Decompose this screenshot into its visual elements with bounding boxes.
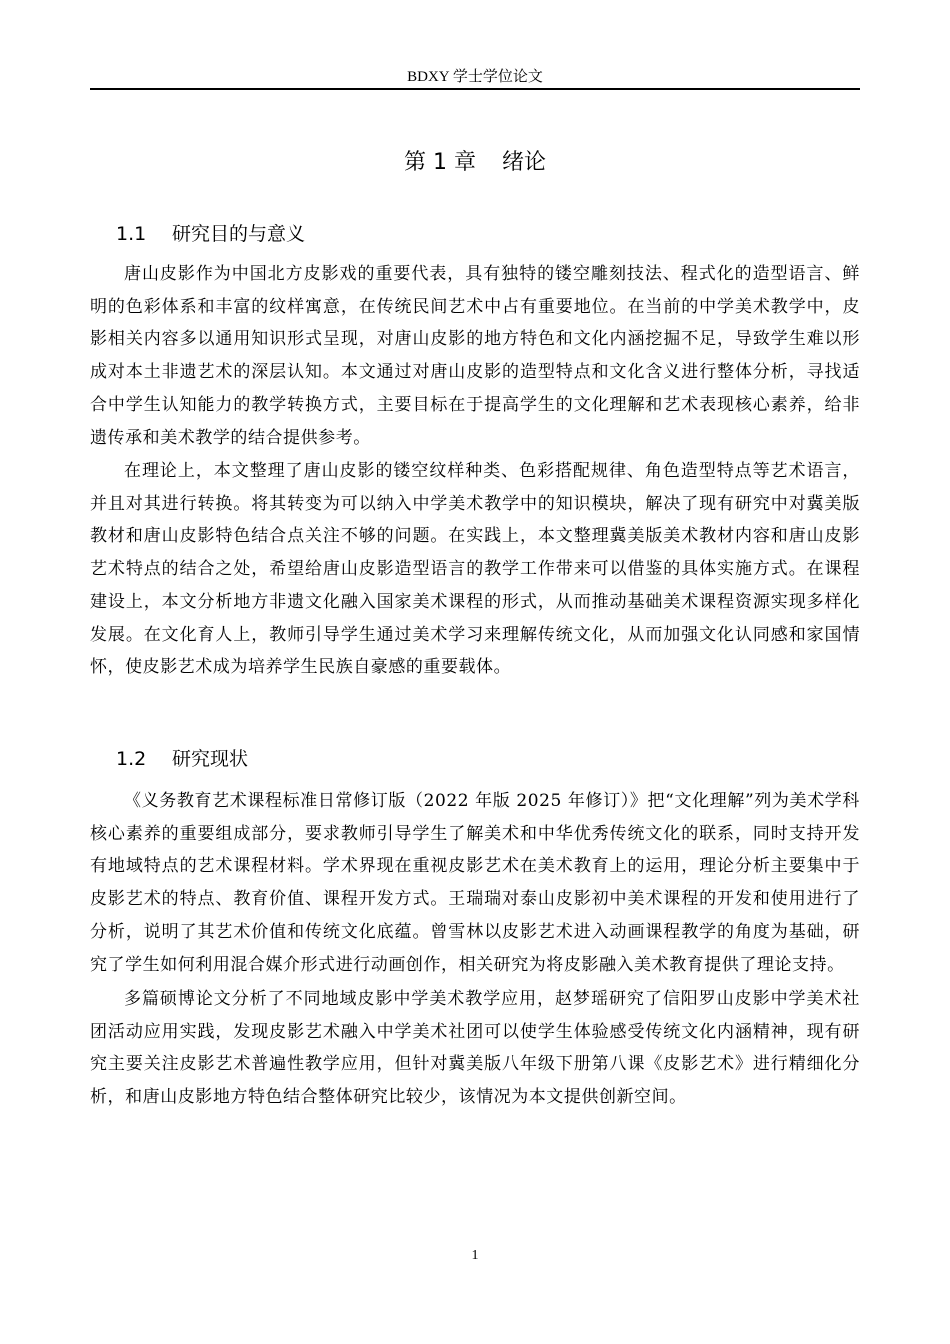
page-number: 1: [471, 1248, 479, 1263]
header-divider: [90, 88, 860, 90]
chapter-name: 绪论: [501, 150, 546, 175]
section-heading-1-1: [116, 219, 305, 249]
body-paragraph: 唐山皮影作为中国北方皮影戏的重要代表，具有独特的镂空雕刻技法、程式化的造型语言、鲜明的色彩体系和丰富的纹样寓意，在传统民间艺术中占有重要地位。在当前的中学美术教学中，皮影相关内容多以通用知识形式呈现，对唐山皮影的地方特色和文化内涵挖掘不足，导致学生难以形成对本土非遗艺术的深层认知。本文通过对唐山皮影的造型特点和文化含义进行整体分析，寻找适合中学生认知能力的教学转换方式，主要目标在于提高学生的文化理解和艺术表现核心素养，给非遗传承和美术教学的结合提供参考。: [90, 264, 860, 448]
body-paragraph: 多篇硕博论文分析了不同地域皮影中学美术教学应用，赵梦瑶研究了信阳罗山皮影中学美术社团活动应用实践，发现皮影艺术融入中学美术社团可以使学生体验感受传统文化内涵精神，现有研究主要关注皮影艺术普遍性教学应用，但针对冀美版八年级下册第八课《皮影艺术》进行精细化分析，和唐山皮影地方特色结合整体研究比较少，该情况为本文提供创新空间。: [90, 989, 860, 1108]
section-title-text: 研究现状: [172, 748, 249, 770]
running-header: BDXY 学士学位论文: [407, 69, 543, 85]
body-paragraph: 在理论上，本文整理了唐山皮影的镂空纹样种类、色彩搭配规律、角色造型特点等艺术语言，并且对其进行转换。将其转变为可以纳入中学美术教学中的知识模块，解决了现有研究中对冀美版教材和唐山皮影特色结合点关注不够的问题。在实践上，本文整理冀美版美术教材内容和唐山皮影艺术特点的结合之处，希望给唐山皮影造型语言的教学工作带来可以借鉴的具体实施方式。在课程建设上，本文分析地方非遗文化融入国家美术课程的形式，从而推动基础美术课程资源实现多样化发展。在文化育人上，教师引导学生通过美术学习来理解传统文化，从而加强文化认同感和家国情怀，使皮影艺术成为培养学生民族自豪感的重要载体。: [90, 461, 860, 678]
section-title-text: 研究目的与意义: [172, 223, 306, 245]
body-paragraph: 《义务教育艺术课程标准日常修订版（2022 年版 2025 年修订）》把“文化理解”列为美术学科核心素养的重要组成部分，要求教师引导学生了解美术和中华优秀传统文化的联系，同时支持开发有地域特点的艺术课程材料。学术界现在重视皮影艺术在美术教育上的运用，理论分析主要集中于皮影艺术的特点、教育价值、课程开发方式。王瑞瑞对泰山皮影初中美术课程的开发和使用进行了分析，说明了其艺术价值和传统文化底蕴。曾雪林以皮影艺术进入动画课程教学的角度为基础，研究了学生如何利用混合媒介形式进行动画创作，相关研究为将皮影融入美术教育提供了理论支持。: [90, 791, 860, 975]
chapter-number: 第 1 章: [404, 150, 476, 175]
chapter-title: [90, 145, 860, 181]
section-heading-1-2: [116, 744, 248, 774]
section-number: 1.2: [116, 748, 147, 770]
section-number: 1.1: [116, 223, 147, 245]
